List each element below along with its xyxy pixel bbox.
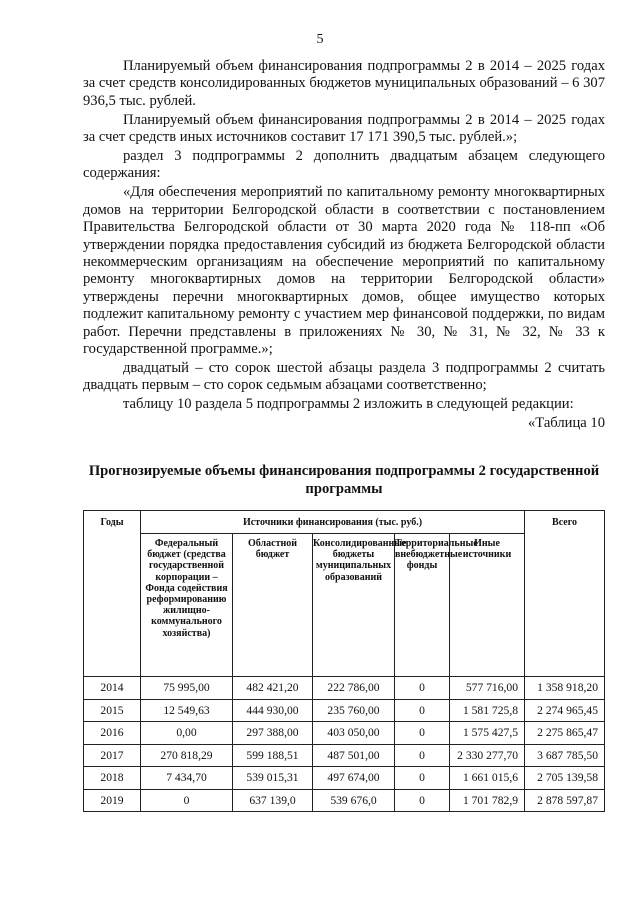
header-regional: Областной бюджет bbox=[233, 534, 313, 677]
paragraph: Планируемый объем финансирования подпрограммы 2 в 2014 – 2025 годах за счет средств иных источников составит 17 171 390,5 тыс. рублей.»; bbox=[83, 111, 605, 146]
header-municipal: Консолидированные бюджеты муниципальных образований bbox=[313, 534, 395, 677]
header-funds: Территориальные внебюджетные фонды bbox=[395, 534, 450, 677]
table-row: 2016 0,00 297 388,00 403 050,00 0 1 575 427,5 2 275 865,47 bbox=[84, 722, 605, 745]
table-row: 2015 12 549,63 444 930,00 235 760,00 0 1 581 725,8 2 274 965,45 bbox=[84, 699, 605, 722]
paragraph: двадцатый – сто сорок шестой абзацы раздела 3 подпрограммы 2 считать двадцать первым – сто сорок седьмым абзацами соответственно; bbox=[83, 359, 605, 394]
paragraph: «Для обеспечения мероприятий по капитальному ремонту многоквартирных домов на территории Белгородской области в соответствии с постановлением Правительства Белгородской области от 30 марта 2020 года № 118-пп «Об утверждении порядка предоставления субсидий из бюджета Белгородской области некоммерческим организациям на обеспечение мероприятий по капитальному ремонту многоквартирных домов на территории Белгородской области» утверждены перечни многоквартирных домов, общее имущество которых подлежит капитальному ремонту с участием мер финансовой поддержки, по видам работ. Перечни представлены в приложениях № 30, № 31, № 32, № 33 к государственной программе.»; bbox=[83, 184, 605, 357]
table-label: «Таблица 10 bbox=[527, 415, 605, 432]
table-title: Прогнозируемые объемы финансирования подпрограммы 2 государственной программы bbox=[88, 463, 600, 497]
paragraph: раздел 3 подпрограммы 2 дополнить двадцатым абзацем следующего содержания: bbox=[83, 148, 605, 182]
header-federal: Федеральный бюджет (средства государственной корпорации – Фонда содействия реформированию жилищно-коммунального хозяйства) bbox=[141, 534, 233, 677]
table-row: 2014 75 995,00 482 421,20 222 786,00 0 577 716,00 1 358 918,20 bbox=[84, 677, 605, 700]
paragraph: таблицу 10 раздела 5 подпрограммы 2 изложить в следующей редакции: bbox=[123, 396, 574, 413]
table-row: 2017 270 818,29 599 188,51 487 501,00 0 2 330 277,70 3 687 785,50 bbox=[84, 744, 605, 767]
page-number: 5 bbox=[316, 32, 324, 47]
header-years: Годы bbox=[84, 511, 141, 677]
financing-table bbox=[83, 510, 605, 812]
table-row: 2019 0 637 139,0 539 676,0 0 1 701 782,9 2 878 597,87 bbox=[84, 789, 605, 812]
body-text bbox=[83, 58, 605, 434]
header-other: Иные источники bbox=[450, 534, 525, 677]
header-total: Всего bbox=[525, 511, 605, 677]
table-row: 2018 7 434,70 539 015,31 497 674,00 0 1 661 015,6 2 705 139,58 bbox=[84, 767, 605, 790]
header-sources: Источники финансирования (тыс. руб.) bbox=[141, 511, 525, 534]
paragraph: Планируемый объем финансирования подпрограммы 2 в 2014 – 2025 годах за счет средств консолидированных бюджетов муниципальных образований – 6 307 936,5 тыс. рублей. bbox=[83, 58, 605, 109]
